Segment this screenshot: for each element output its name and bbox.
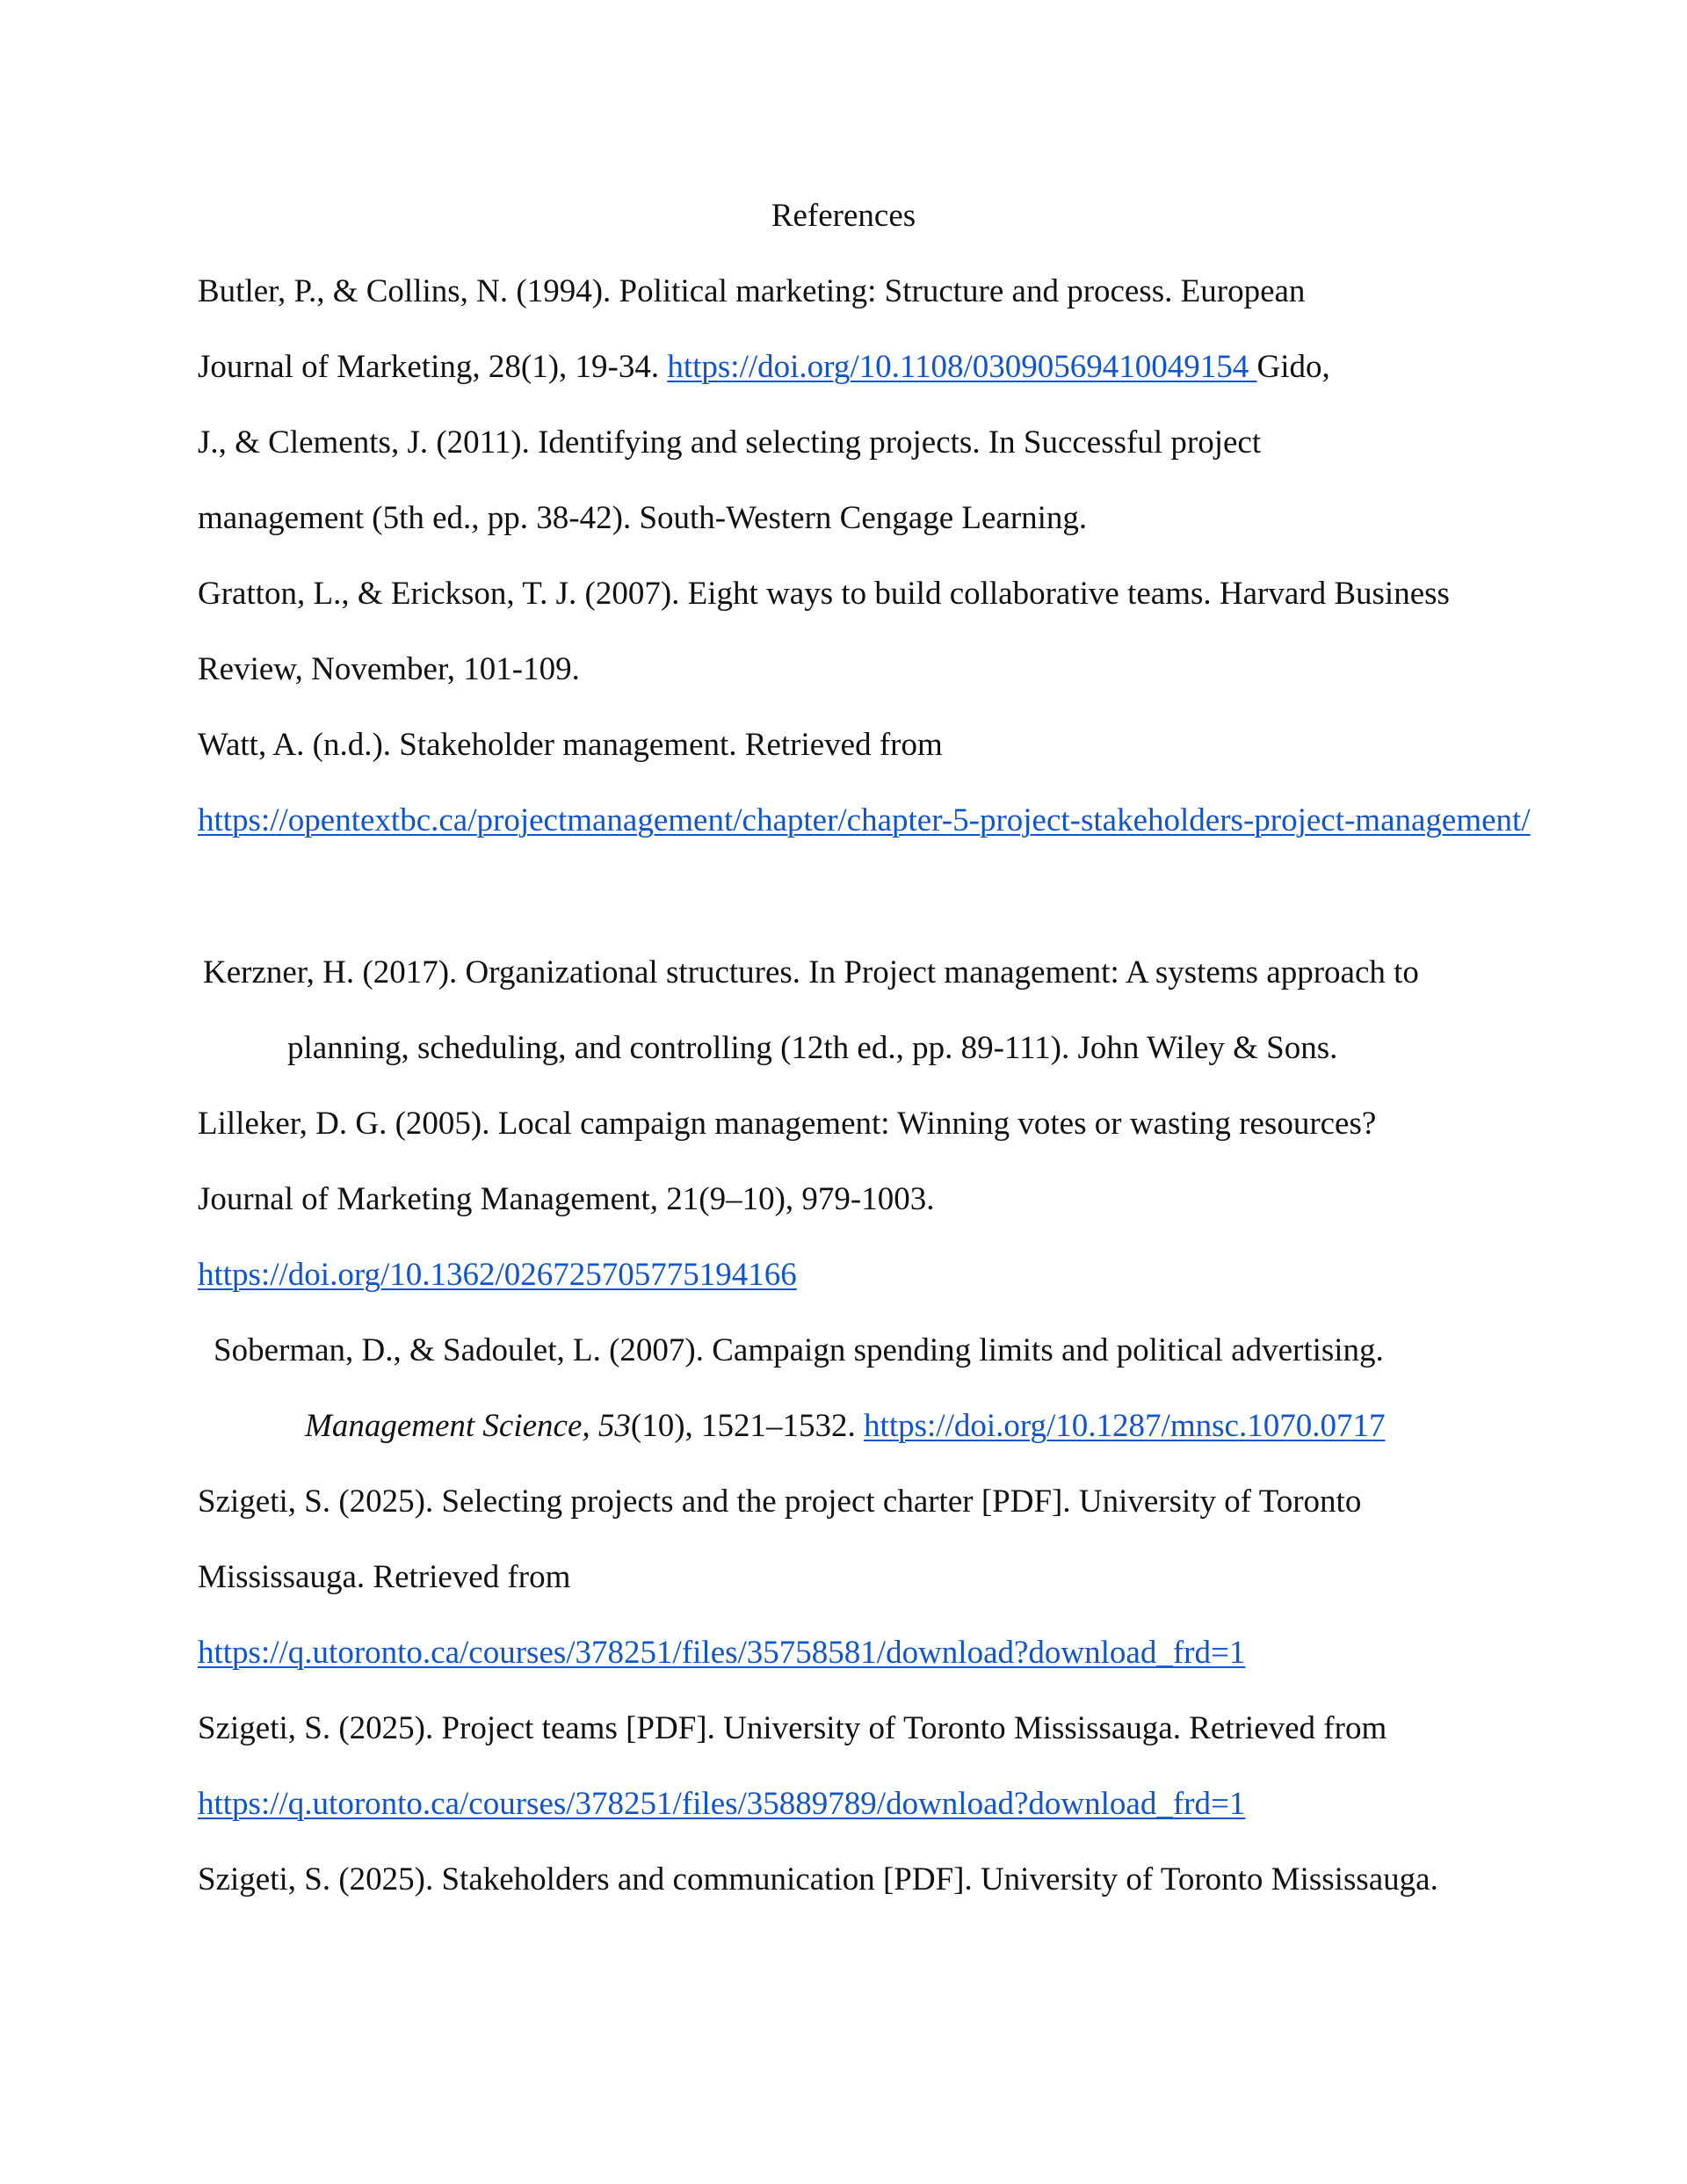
reference-szigeti-teams-line-2 [198, 1785, 1245, 1824]
reference-szigeti-charter-line-3 [198, 1634, 1245, 1672]
doi-link-butler[interactable]: https://doi.org/10.1108/03090569410049154 [667, 349, 1257, 385]
reference-szigeti-stakeholders-line-1: Szigeti, S. (2025). Stakeholders and communication [PDF]. University of Toronto Mississauga. [198, 1861, 1438, 1897]
reference-butler-line-2 [198, 348, 1330, 387]
reference-soberman-line-1: Soberman, D., & Sadoulet, L. (2007). Campaign spending limits and political advertising. [214, 1332, 1384, 1368]
reference-text: Gido, [1256, 349, 1330, 385]
reference-text: Journal of Marketing, 28(1), 19-34. [198, 349, 668, 385]
doi-link-lilleker[interactable]: https://doi.org/10.1362/026725705775194166 [198, 1257, 797, 1293]
reference-lilleker-line-1: Lilleker, D. G. (2005). Local campaign management: Winning votes or wasting resources? [198, 1106, 1377, 1142]
journal-title: Management Science, 53 [305, 1408, 631, 1444]
reference-soberman-line-2 [305, 1407, 1385, 1446]
url-link-szigeti-teams[interactable]: https://q.utoronto.ca/courses/378251/files/35889789/download?download_frd=1 [198, 1786, 1246, 1822]
reference-watt-line-1: Watt, A. (n.d.). Stakeholder management. Retrieved from [198, 727, 943, 763]
reference-lilleker-line-2: Journal of Marketing Management, 21(9–10), 979-1003. [198, 1181, 935, 1217]
reference-kerzner-line-1: Kerzner, H. (2017). Organizational structures. In Project management: A systems approach to [203, 954, 1419, 990]
reference-szigeti-charter-line-2: Mississauga. Retrieved from [198, 1559, 571, 1595]
page-title: References [771, 198, 916, 234]
doi-link-soberman[interactable]: https://doi.org/10.1287/mnsc.1070.0717 [864, 1408, 1386, 1444]
reference-kerzner-line-2: planning, scheduling, and controlling (12th ed., pp. 89-111). John Wiley & Sons. [287, 1030, 1338, 1066]
reference-gido-line-2: management (5th ed., pp. 38-42). South-Western Cengage Learning. [198, 500, 1088, 536]
reference-butler-line-1: Butler, P., & Collins, N. (1994). Political marketing: Structure and process. European [198, 273, 1306, 309]
reference-text: (10), 1521–1532. [630, 1408, 865, 1444]
reference-gratton-line-2: Review, November, 101-109. [198, 651, 580, 687]
reference-gido-line-1: J., & Clements, J. (2011). Identifying and selecting projects. In Successful project [198, 424, 1262, 461]
reference-watt-line-2 [198, 802, 1531, 840]
reference-gratton-line-1: Gratton, L., & Erickson, T. J. (2007). Eight ways to build collaborative teams. Harvard Business [198, 576, 1450, 612]
reference-szigeti-charter-line-1: Szigeti, S. (2025). Selecting projects and the project charter [PDF]. University of Toronto [198, 1484, 1362, 1520]
reference-lilleker-line-3 [198, 1256, 797, 1295]
url-link-szigeti-charter[interactable]: https://q.utoronto.ca/courses/378251/files/35758581/download?download_frd=1 [198, 1635, 1246, 1671]
url-link-watt[interactable]: https://opentextbc.ca/projectmanagement/chapter/chapter-5-project-stakeholders-project-management/ [198, 802, 1531, 838]
reference-szigeti-teams-line-1: Szigeti, S. (2025). Project teams [PDF]. University of Toronto Mississauga. Retrieved from [198, 1710, 1387, 1746]
